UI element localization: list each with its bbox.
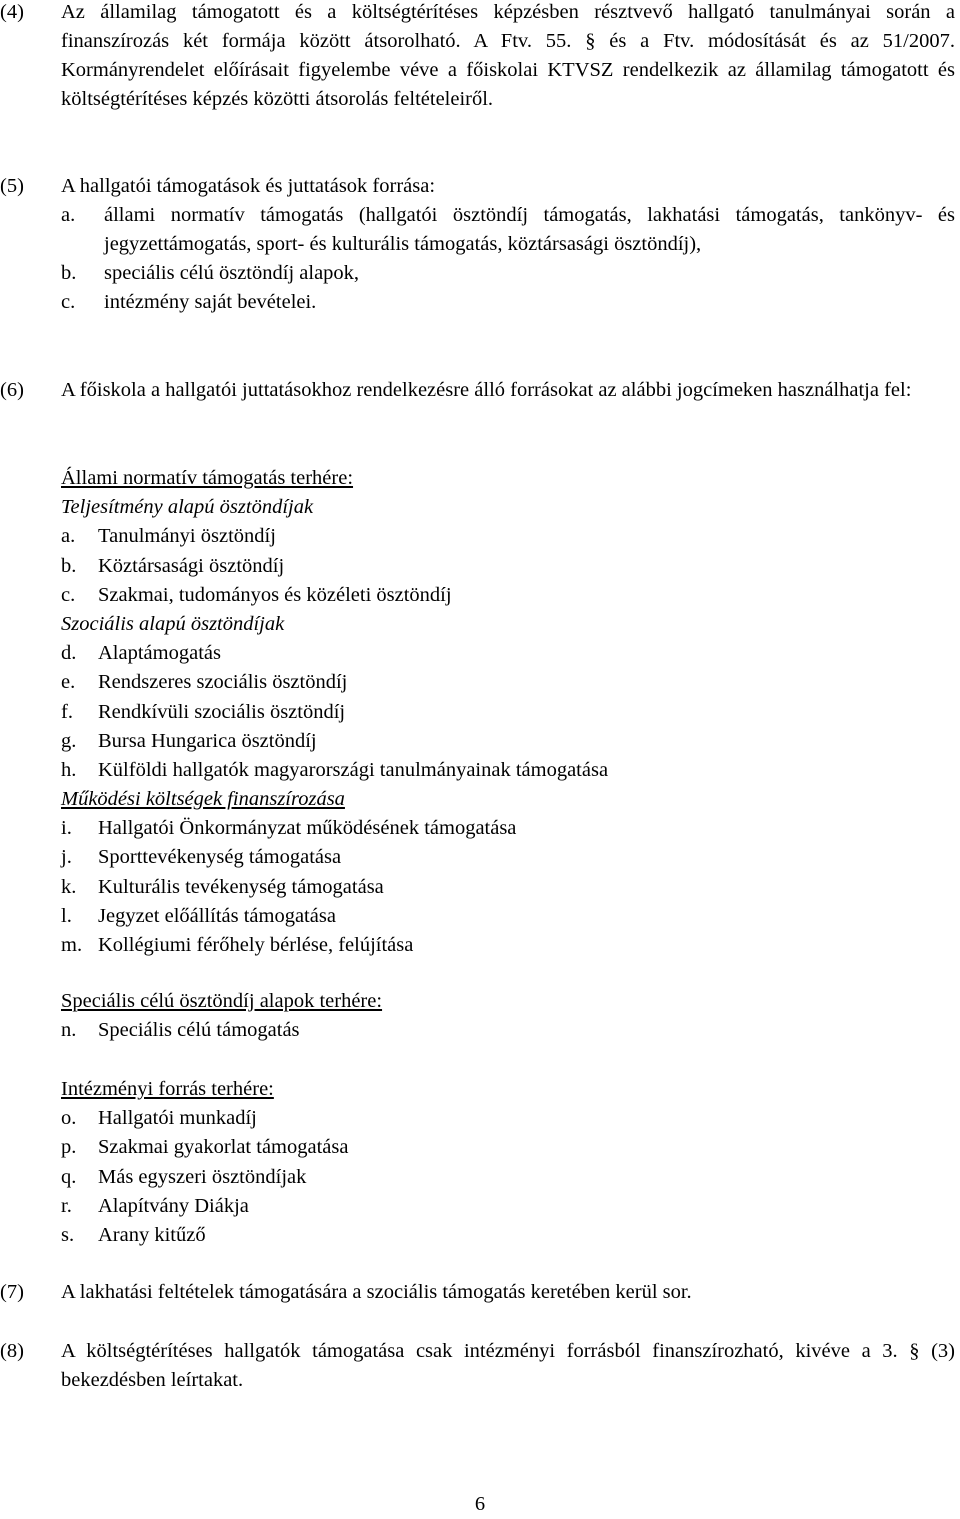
list-text: Rendkívüli szociális ösztöndíj	[98, 700, 346, 723]
list-item	[61, 1221, 955, 1250]
list-item	[61, 668, 955, 697]
list-letter: q.	[61, 1165, 77, 1188]
list-letter: e.	[61, 671, 76, 694]
list-item	[61, 1016, 955, 1045]
list-item	[61, 288, 955, 317]
paragraph-7	[0, 1278, 955, 1307]
list-text: Sporttevékenység támogatása	[98, 846, 342, 869]
list-letter: c.	[61, 291, 76, 313]
special-fund-list	[61, 987, 955, 1045]
list-letter: f.	[61, 700, 73, 723]
page-number: 6	[474, 1493, 486, 1515]
list-letter: c.	[61, 583, 76, 606]
paragraph-text: A főiskola a hallgatói juttatásokhoz rendelkezésre álló forrásokat az alábbi jogcímeken használhatja fel:	[61, 379, 912, 401]
paragraph-5	[0, 172, 955, 317]
list-item	[61, 756, 955, 785]
paragraph-4	[0, 0, 955, 114]
list-text: Arany kitűző	[98, 1223, 206, 1246]
list-text: Tanulmányi ösztöndíj	[98, 525, 276, 548]
paragraph-text: Az államilag támogatott és a költségtérítéses képzésben résztvevő hallgató tanulmányai során a finanszírozás két formája között átsorolható. A Ftv. 55. § és a Ftv. módosítását és az 51/2007. Kormányrendelet előírásait figyelembe véve a főiskolai KTVSZ rendelkezik az államilag támogatott és költségtérítéses képzés közötti átsorolás feltételeiről.	[61, 1, 955, 110]
list-letter: r.	[61, 1194, 72, 1217]
list-letter: k.	[61, 875, 77, 898]
list-letter: g.	[61, 729, 77, 752]
list-item	[61, 873, 955, 902]
list-text: speciális célú ösztöndíj alapok,	[104, 262, 360, 284]
paragraph-text: A hallgatói támogatások és juttatások forrása:	[61, 175, 436, 197]
list-text: Bursa Hungarica ösztöndíj	[98, 729, 317, 752]
allocation-list	[61, 464, 955, 960]
list-item	[61, 1192, 955, 1221]
paragraph-6	[0, 376, 955, 405]
list-item	[61, 552, 955, 581]
list-item	[61, 201, 955, 259]
paragraph-number: (7)	[0, 1281, 24, 1303]
list-text: Speciális célú támogatás	[98, 1019, 300, 1042]
list-letter: p.	[61, 1136, 77, 1159]
paragraph-number: (4)	[0, 1, 24, 23]
list-text: Alaptámogatás	[98, 642, 221, 665]
list-letter: b.	[61, 262, 77, 284]
list-text: Kollégiumi férőhely bérlése, felújítása	[98, 934, 414, 956]
list-text: Kulturális tevékenység támogatása	[98, 875, 384, 898]
list-text: Köztársasági ösztöndíj	[98, 554, 285, 577]
list-item	[61, 522, 955, 551]
list-letter: m.	[61, 934, 83, 956]
list-letter: o.	[61, 1107, 77, 1130]
list-item	[61, 727, 955, 756]
list-item	[61, 581, 955, 610]
group-heading: Teljesítmény alapú ösztöndíjak	[61, 496, 314, 519]
list-text: Szakmai gyakorlat támogatása	[98, 1136, 349, 1159]
list-letter: b.	[61, 554, 77, 577]
list-text: Rendszeres szociális ösztöndíj	[98, 671, 348, 694]
list-item	[61, 698, 955, 727]
group-heading: Szociális alapú ösztöndíjak	[61, 612, 285, 635]
list-item	[61, 843, 955, 872]
list-item	[61, 1163, 955, 1192]
paragraph-text: A költségtérítéses hallgatók támogatása csak intézményi forrásból finanszírozható, kivéve a 3. § (3) bekezdésben leírtakat.	[61, 1340, 955, 1391]
section-heading: Speciális célú ösztöndíj alapok terhére:	[61, 990, 383, 1012]
paragraph-8	[0, 1337, 955, 1395]
list-item	[61, 931, 955, 960]
list-letter: a.	[61, 525, 76, 548]
list-letter: s.	[61, 1223, 75, 1246]
list-text: Más egyszeri ösztöndíjak	[98, 1165, 307, 1188]
list-item	[61, 902, 955, 931]
section-heading: Állami normatív támogatás terhére:	[61, 467, 354, 489]
list-letter: a.	[61, 204, 76, 226]
list-letter: l.	[61, 904, 72, 927]
list-letter: i.	[61, 817, 72, 840]
institutional-fund-list	[61, 1075, 955, 1250]
group-heading: Működési költségek finanszírozása	[61, 788, 345, 811]
paragraph-number: (5)	[0, 175, 24, 197]
list-text: állami normatív támogatás (hallgatói ösztöndíj támogatás, lakhatási támogatás, tankönyv- és jegyzettámogatás, sport- és kulturális támogatás, köztársasági ösztöndíj),	[104, 204, 955, 255]
list-letter: d.	[61, 642, 77, 665]
list-text: Szakmai, tudományos és közéleti ösztöndíj	[98, 583, 452, 606]
list-text: Alapítvány Diákja	[98, 1194, 249, 1217]
list-item	[61, 259, 955, 288]
list-text: intézmény saját bevételei.	[104, 291, 317, 313]
list-item	[61, 1133, 955, 1162]
paragraph-number: (8)	[0, 1340, 24, 1362]
list-item	[61, 1104, 955, 1133]
list-item	[61, 814, 955, 843]
list-text: Jegyzet előállítás támogatása	[98, 904, 336, 927]
list-text: Külföldi hallgatók magyarországi tanulmányainak támogatása	[98, 758, 609, 781]
list-letter: h.	[61, 758, 77, 781]
list-text: Hallgatói Önkormányzat működésének támogatása	[98, 817, 517, 840]
list-item	[61, 639, 955, 668]
paragraph-number: (6)	[0, 379, 24, 401]
list-letter: n.	[61, 1019, 77, 1042]
paragraph-text: A lakhatási feltételek támogatására a szociális támogatás keretében kerül sor.	[61, 1281, 692, 1303]
section-heading: Intézményi forrás terhére:	[61, 1078, 274, 1100]
list-text: Hallgatói munkadíj	[98, 1107, 257, 1130]
list-letter: j.	[61, 846, 72, 869]
